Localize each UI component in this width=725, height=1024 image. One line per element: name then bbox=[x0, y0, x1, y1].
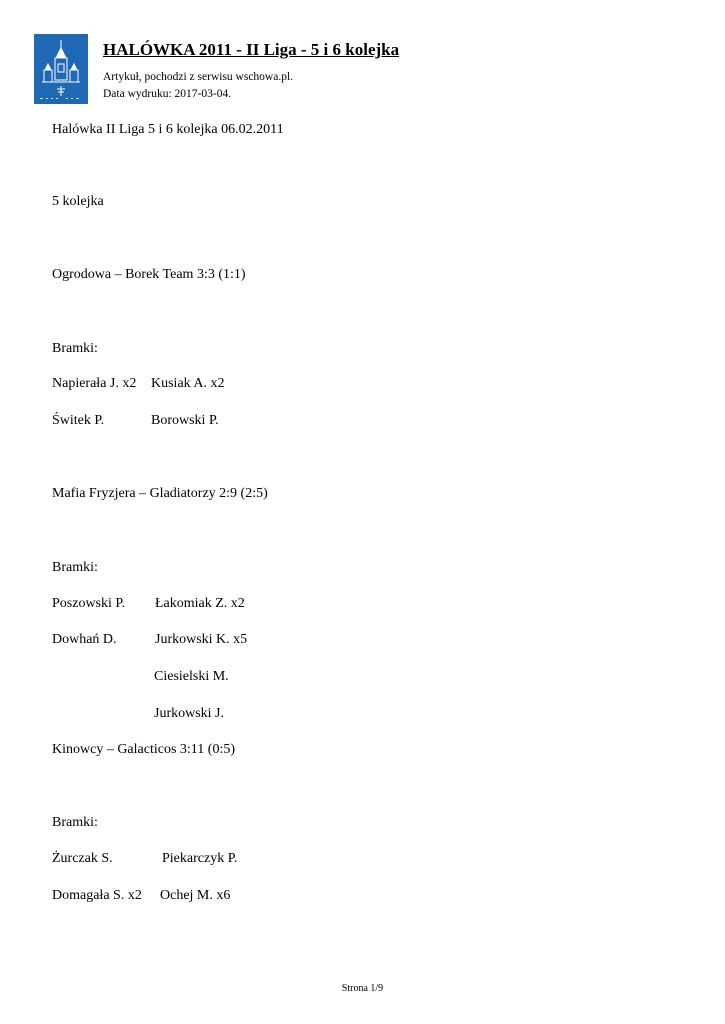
scorer-right: Łakomiak Z. x2 bbox=[155, 596, 245, 611]
goals-label: Bramki: bbox=[52, 560, 98, 575]
page-title: HALÓWKA 2011 - II Liga - 5 i 6 kolejka bbox=[103, 40, 400, 59]
match-result: Ogrodowa – Borek Team 3:3 (1:1) bbox=[52, 267, 246, 282]
scorer-left: Świtek P. bbox=[52, 413, 105, 428]
goals-label: Bramki: bbox=[52, 341, 98, 356]
scorer-left: Poszowski P. bbox=[52, 596, 126, 611]
page-number: Strona 1/9 bbox=[341, 983, 384, 994]
round-heading: 5 kolejka bbox=[52, 194, 104, 209]
scorer-right: Piekarczyk P. bbox=[162, 851, 238, 866]
scorer-right: Kusiak A. x2 bbox=[151, 376, 225, 391]
scorer-right: Jurkowski K. x5 bbox=[155, 632, 248, 647]
scorer-right: Ochej M. x6 bbox=[160, 888, 231, 903]
match-result: Mafia Fryzjera – Gladiatorzy 2:9 (2:5) bbox=[52, 486, 268, 501]
source-line: Artykuł, pochodzi z serwisu wschowa.pl. bbox=[103, 71, 294, 83]
scorer-right: Borowski P. bbox=[151, 413, 219, 428]
goals-label: Bramki: bbox=[52, 815, 98, 830]
match-result: Kinowcy – Galacticos 3:11 (0:5) bbox=[52, 742, 235, 757]
scorer-left: Napierała J. x2 bbox=[52, 376, 137, 391]
scorer-left: Dowhań D. bbox=[52, 632, 117, 647]
print-date-line: Data wydruku: 2017-03-04. bbox=[103, 88, 232, 100]
scorer-right: Jurkowski J. bbox=[154, 706, 225, 721]
scorer-right: Ciesielski M. bbox=[154, 669, 229, 684]
town-hall-logo-icon bbox=[34, 34, 88, 104]
scorer-left: Domagała S. x2 bbox=[52, 888, 142, 903]
scorer-left: Żurczak S. bbox=[52, 851, 113, 866]
intro-line: Halówka II Liga 5 i 6 kolejka 06.02.2011 bbox=[52, 122, 284, 137]
